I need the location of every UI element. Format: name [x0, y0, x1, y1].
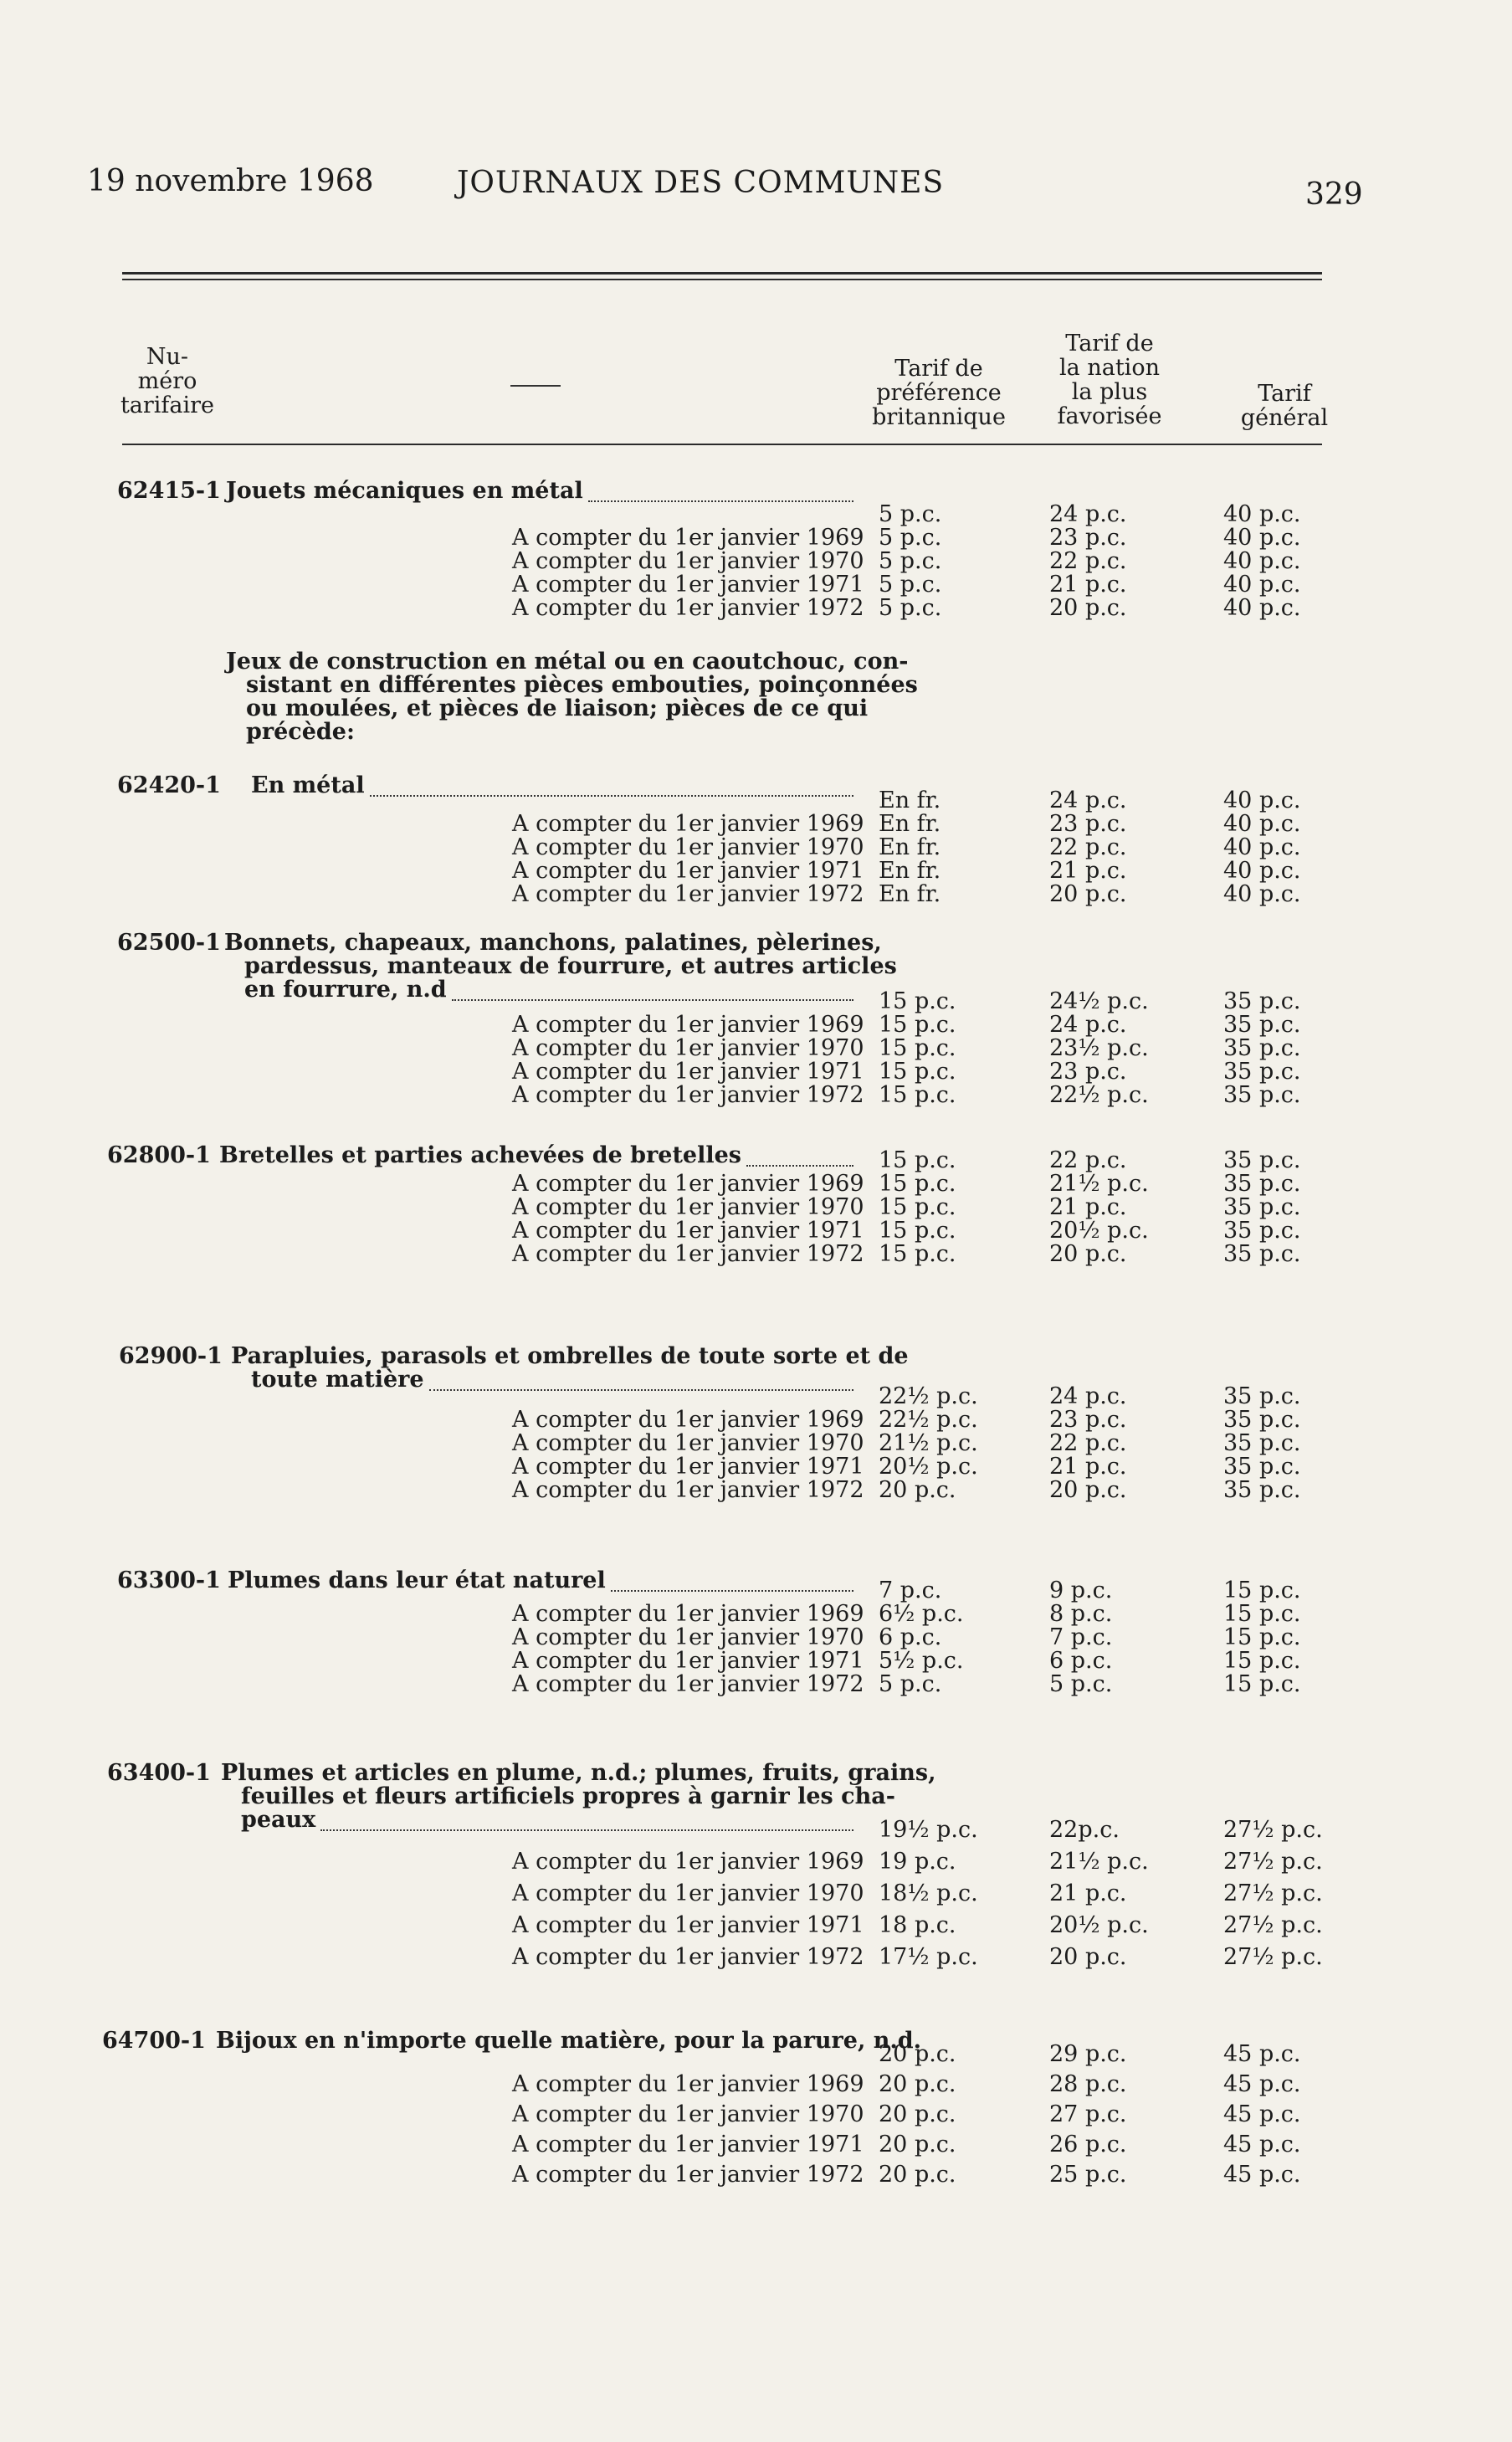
- rate-preference: 5 p.c.: [879, 1671, 942, 1697]
- rate-nation: 20 p.c.: [1049, 595, 1127, 621]
- rate-nation: 20 p.c.: [1049, 881, 1127, 907]
- tariff-number: 64700-1: [102, 2028, 206, 2054]
- rate-nation: 24 p.c.: [1049, 1383, 1127, 1409]
- effective-date: A compter du 1er janvier 1970: [512, 1624, 864, 1650]
- effective-date: A compter du 1er janvier 1969: [512, 525, 864, 551]
- effective-date: A compter du 1er janvier 1971: [512, 1912, 864, 1938]
- rate-nation: 21 p.c.: [1049, 1454, 1127, 1480]
- rate-general: 35 p.c.: [1223, 1171, 1301, 1197]
- rate-nation: 27 p.c.: [1049, 2101, 1127, 2127]
- rate-general: 15 p.c.: [1223, 1578, 1301, 1603]
- tariff-number: 63400-1: [107, 1760, 211, 1786]
- rate-general: 45 p.c.: [1223, 2041, 1301, 2067]
- rate-general: 40 p.c.: [1223, 811, 1301, 837]
- rate-nation: 22 p.c.: [1049, 834, 1127, 860]
- rate-nation: 20 p.c.: [1049, 1477, 1127, 1503]
- rate-general: 27½ p.c.: [1223, 1849, 1323, 1875]
- effective-date: A compter du 1er janvier 1972: [512, 1944, 864, 1970]
- rate-general: 35 p.c.: [1223, 1194, 1301, 1220]
- rate-nation: 24 p.c.: [1049, 501, 1127, 527]
- rate-nation: 24½ p.c.: [1049, 988, 1149, 1014]
- rate-preference: 15 p.c.: [879, 1059, 956, 1085]
- rate-general: 15 p.c.: [1223, 1648, 1301, 1674]
- rate-general: 35 p.c.: [1223, 988, 1301, 1014]
- rate-nation: 7 p.c.: [1049, 1624, 1113, 1650]
- rate-preference: En fr.: [879, 811, 941, 837]
- rate-nation: 5 p.c.: [1049, 1671, 1113, 1697]
- rate-nation: 28 p.c.: [1049, 2071, 1127, 2097]
- leader-dots: [452, 998, 853, 1001]
- item-description: Plumes et articles en plume, n.d.; plumes, fruits, grains,: [221, 1760, 936, 1786]
- effective-date: A compter du 1er janvier 1971: [512, 2132, 864, 2157]
- effective-date: A compter du 1er janvier 1971: [512, 1648, 864, 1674]
- rate-nation: 23 p.c.: [1049, 1059, 1127, 1085]
- rate-general: 45 p.c.: [1223, 2071, 1301, 2097]
- rate-general: 40 p.c.: [1223, 881, 1301, 907]
- rate-preference: 15 p.c.: [879, 1241, 956, 1267]
- rate-general: 45 p.c.: [1223, 2132, 1301, 2157]
- effective-date: A compter du 1er janvier 1970: [512, 548, 864, 574]
- rate-general: 27½ p.c.: [1223, 1912, 1323, 1938]
- rate-preference: En fr.: [879, 858, 941, 884]
- leader-dots: [429, 1388, 853, 1391]
- effective-date: A compter du 1er janvier 1969: [512, 1171, 864, 1197]
- rate-general: 40 p.c.: [1223, 572, 1301, 598]
- effective-date: A compter du 1er janvier 1970: [512, 2101, 864, 2127]
- header-date: 19 novembre 1968: [87, 164, 374, 198]
- header-bottom-rule: [122, 444, 1322, 445]
- rate-preference: 18 p.c.: [879, 1912, 956, 1938]
- leader-dots: [320, 1828, 853, 1831]
- rate-preference: 15 p.c.: [879, 1171, 956, 1197]
- rate-nation: 8 p.c.: [1049, 1601, 1113, 1627]
- rate-nation: 21 p.c.: [1049, 572, 1127, 598]
- rate-preference: 20 p.c.: [879, 2041, 956, 2067]
- leader-dots: [611, 1588, 853, 1592]
- rate-preference: 15 p.c.: [879, 1035, 956, 1061]
- item-description: Parapluies, parasols et ombrelles de toute sorte et de: [231, 1343, 909, 1369]
- rate-nation: 23 p.c.: [1049, 811, 1127, 837]
- rate-nation: 25 p.c.: [1049, 2162, 1127, 2188]
- effective-date: A compter du 1er janvier 1970: [512, 1035, 864, 1061]
- tariff-number: 62415-1: [117, 478, 221, 504]
- effective-date: A compter du 1er janvier 1969: [512, 1601, 864, 1627]
- rate-preference: 6½ p.c.: [879, 1601, 964, 1627]
- rate-preference: 20 p.c.: [879, 2101, 956, 2127]
- page-number: 329: [1305, 177, 1363, 212]
- rate-nation: 29 p.c.: [1049, 2041, 1127, 2067]
- rate-nation: 24 p.c.: [1049, 1012, 1127, 1038]
- col-pref: Tarif de préférence britannique: [872, 356, 1006, 430]
- effective-date: A compter du 1er janvier 1972: [512, 595, 864, 621]
- rate-general: 35 p.c.: [1223, 1082, 1301, 1108]
- tariff-number: 62420-1: [117, 772, 221, 798]
- rate-nation: 22 p.c.: [1049, 548, 1127, 574]
- rate-general: 40 p.c.: [1223, 858, 1301, 884]
- col-general: Tarif général: [1240, 381, 1329, 431]
- rate-nation: 21 p.c.: [1049, 1194, 1127, 1220]
- rate-preference: 15 p.c.: [879, 1147, 956, 1173]
- item-description: précède:: [246, 719, 355, 745]
- col-description-dash: [510, 385, 561, 387]
- effective-date: A compter du 1er janvier 1971: [512, 858, 864, 884]
- effective-date: A compter du 1er janvier 1970: [512, 1430, 864, 1456]
- item-description: En métal: [251, 772, 365, 798]
- rate-preference: 15 p.c.: [879, 1082, 956, 1108]
- rate-preference: 5 p.c.: [879, 525, 942, 551]
- rate-general: 40 p.c.: [1223, 525, 1301, 551]
- item-description: Bretelles et parties achevées de bretelles: [219, 1142, 741, 1168]
- rate-general: 40 p.c.: [1223, 834, 1301, 860]
- rate-nation: 6 p.c.: [1049, 1648, 1113, 1674]
- rate-general: 35 p.c.: [1223, 1218, 1301, 1244]
- effective-date: A compter du 1er janvier 1972: [512, 2162, 864, 2188]
- rate-preference: 5 p.c.: [879, 572, 942, 598]
- rate-general: 45 p.c.: [1223, 2162, 1301, 2188]
- tariff-number: 62900-1: [119, 1343, 223, 1369]
- rate-general: 40 p.c.: [1223, 787, 1301, 813]
- rate-nation: 20½ p.c.: [1049, 1218, 1149, 1244]
- rate-general: 35 p.c.: [1223, 1241, 1301, 1267]
- rate-nation: 22 p.c.: [1049, 1147, 1127, 1173]
- rate-preference: 22½ p.c.: [879, 1407, 978, 1433]
- item-description: toute matière: [251, 1367, 424, 1393]
- effective-date: A compter du 1er janvier 1971: [512, 572, 864, 598]
- rate-preference: En fr.: [879, 787, 941, 813]
- rate-nation: 20½ p.c.: [1049, 1912, 1149, 1938]
- item-description: Bijoux en n'importe quelle matière, pour la parure, n.d.: [216, 2028, 922, 2054]
- effective-date: A compter du 1er janvier 1972: [512, 1671, 864, 1697]
- rate-preference: En fr.: [879, 834, 941, 860]
- tariff-number: 62500-1: [117, 930, 221, 956]
- rate-general: 27½ p.c.: [1223, 1880, 1323, 1906]
- rate-general: 35 p.c.: [1223, 1147, 1301, 1173]
- rate-general: 35 p.c.: [1223, 1407, 1301, 1433]
- item-description: feuilles et fleurs artificiels propres à garnir les cha-: [241, 1783, 895, 1809]
- rate-general: 15 p.c.: [1223, 1601, 1301, 1627]
- rate-preference: 5 p.c.: [879, 548, 942, 574]
- tariff-number: 62800-1: [107, 1142, 211, 1168]
- rate-general: 15 p.c.: [1223, 1624, 1301, 1650]
- rate-preference: 17½ p.c.: [879, 1944, 978, 1970]
- effective-date: A compter du 1er janvier 1970: [512, 1880, 864, 1906]
- rate-preference: 15 p.c.: [879, 1194, 956, 1220]
- rate-general: 35 p.c.: [1223, 1059, 1301, 1085]
- tariff-number: 63300-1: [117, 1567, 221, 1593]
- rate-general: 15 p.c.: [1223, 1671, 1301, 1697]
- rate-preference: 20 p.c.: [879, 2071, 956, 2097]
- effective-date: A compter du 1er janvier 1970: [512, 1194, 864, 1220]
- leader-dots: [588, 499, 853, 502]
- top-rule-2: [122, 279, 1322, 280]
- rate-nation: 9 p.c.: [1049, 1578, 1113, 1603]
- rate-nation: 21½ p.c.: [1049, 1849, 1149, 1875]
- effective-date: A compter du 1er janvier 1969: [512, 1849, 864, 1875]
- item-description: Jouets mécaniques en métal: [226, 478, 583, 504]
- rate-nation: 21½ p.c.: [1049, 1171, 1149, 1197]
- item-description: Bonnets, chapeaux, manchons, palatines, pèlerines,: [224, 930, 882, 956]
- effective-date: A compter du 1er janvier 1971: [512, 1059, 864, 1085]
- item-description: pardessus, manteaux de fourrure, et autres articles: [244, 953, 897, 979]
- rate-preference: 20 p.c.: [879, 2132, 956, 2157]
- rate-nation: 24 p.c.: [1049, 787, 1127, 813]
- rate-preference: 15 p.c.: [879, 1012, 956, 1038]
- item-description: peaux: [241, 1807, 316, 1833]
- rate-nation: 21 p.c.: [1049, 858, 1127, 884]
- rate-nation: 22 p.c.: [1049, 1430, 1127, 1456]
- rate-general: 35 p.c.: [1223, 1430, 1301, 1456]
- rate-nation: 22p.c.: [1049, 1817, 1120, 1843]
- rate-preference: 15 p.c.: [879, 988, 956, 1014]
- item-description: Jeux de construction en métal ou en caoutchouc, con-: [226, 649, 909, 675]
- rate-nation: 23 p.c.: [1049, 1407, 1127, 1433]
- leader-dots: [370, 793, 853, 797]
- item-description: Plumes dans leur état naturel: [228, 1567, 606, 1593]
- effective-date: A compter du 1er janvier 1969: [512, 1012, 864, 1038]
- rate-preference: 21½ p.c.: [879, 1430, 978, 1456]
- rate-nation: 23 p.c.: [1049, 525, 1127, 551]
- rate-general: 27½ p.c.: [1223, 1944, 1323, 1970]
- item-description: ou moulées, et pièces de liaison; pièces de ce qui: [246, 695, 869, 721]
- rate-general: 35 p.c.: [1223, 1035, 1301, 1061]
- effective-date: A compter du 1er janvier 1969: [512, 2071, 864, 2097]
- rate-general: 35 p.c.: [1223, 1477, 1301, 1503]
- effective-date: A compter du 1er janvier 1971: [512, 1218, 864, 1244]
- rate-preference: 5½ p.c.: [879, 1648, 964, 1674]
- rate-general: 35 p.c.: [1223, 1383, 1301, 1409]
- item-description: sistant en différentes pièces embouties, poinçonnées: [246, 672, 918, 698]
- rate-preference: En fr.: [879, 881, 941, 907]
- rate-general: 40 p.c.: [1223, 501, 1301, 527]
- rate-preference: 20 p.c.: [879, 1477, 956, 1503]
- rate-preference: 5 p.c.: [879, 501, 942, 527]
- rate-general: 27½ p.c.: [1223, 1817, 1323, 1843]
- effective-date: A compter du 1er janvier 1972: [512, 1082, 864, 1108]
- rate-general: 40 p.c.: [1223, 595, 1301, 621]
- rate-preference: 5 p.c.: [879, 595, 942, 621]
- effective-date: A compter du 1er janvier 1970: [512, 834, 864, 860]
- col-numero: Nu- méro tarifaire: [120, 344, 215, 418]
- rate-nation: 20 p.c.: [1049, 1944, 1127, 1970]
- rate-nation: 22½ p.c.: [1049, 1082, 1149, 1108]
- rate-nation: 20 p.c.: [1049, 1241, 1127, 1267]
- rate-preference: 20½ p.c.: [879, 1454, 978, 1480]
- effective-date: A compter du 1er janvier 1972: [512, 1241, 864, 1267]
- col-nation: Tarif de la nation la plus favorisée: [1057, 331, 1162, 429]
- rate-preference: 20 p.c.: [879, 2162, 956, 2188]
- rate-general: 35 p.c.: [1223, 1012, 1301, 1038]
- rate-preference: 15 p.c.: [879, 1218, 956, 1244]
- effective-date: A compter du 1er janvier 1972: [512, 1477, 864, 1503]
- effective-date: A compter du 1er janvier 1969: [512, 811, 864, 837]
- rate-preference: 7 p.c.: [879, 1578, 942, 1603]
- effective-date: A compter du 1er janvier 1971: [512, 1454, 864, 1480]
- rate-preference: 19½ p.c.: [879, 1817, 978, 1843]
- leader-dots: [746, 1163, 853, 1167]
- rate-nation: 21 p.c.: [1049, 1880, 1127, 1906]
- rate-general: 40 p.c.: [1223, 548, 1301, 574]
- rate-preference: 19 p.c.: [879, 1849, 956, 1875]
- header-title: JOURNAUX DES COMMUNES: [457, 166, 945, 200]
- rate-nation: 26 p.c.: [1049, 2132, 1127, 2157]
- rate-preference: 18½ p.c.: [879, 1880, 978, 1906]
- rate-preference: 22½ p.c.: [879, 1383, 978, 1409]
- rate-general: 45 p.c.: [1223, 2101, 1301, 2127]
- top-rule-1: [122, 272, 1322, 274]
- effective-date: A compter du 1er janvier 1969: [512, 1407, 864, 1433]
- effective-date: A compter du 1er janvier 1972: [512, 881, 864, 907]
- rate-preference: 6 p.c.: [879, 1624, 942, 1650]
- rate-nation: 23½ p.c.: [1049, 1035, 1149, 1061]
- rate-general: 35 p.c.: [1223, 1454, 1301, 1480]
- item-description: en fourrure, n.d: [244, 977, 447, 1003]
